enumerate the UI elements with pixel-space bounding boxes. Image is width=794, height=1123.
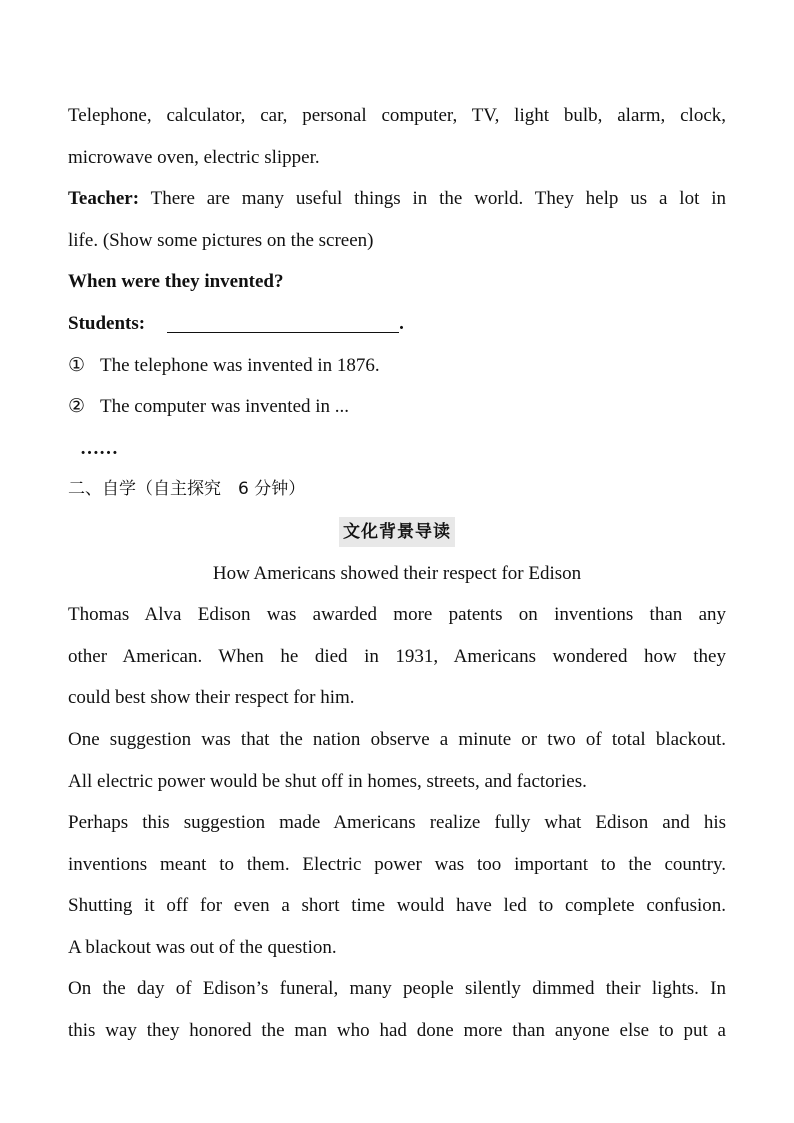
students-line — [68, 303, 726, 345]
answer-blank[interactable] — [167, 312, 399, 333]
paragraph-line: Shutting it off for even a short time would have led to complete confusion. — [68, 895, 726, 917]
answer-text-2: The computer was invented in ... — [100, 396, 350, 418]
paragraph-line: A blackout was out of the question. — [68, 936, 337, 958]
question: When were they invented? — [68, 271, 284, 293]
answer-item-1 — [68, 345, 726, 387]
answer-text-1: The telephone was invented in 1876. — [100, 354, 380, 376]
reading-heading: 文化背景导读 — [339, 517, 455, 547]
circled-number-1: ① — [68, 354, 86, 376]
paragraph-line: One suggestion was that the nation observe a minute or two of total blackout. — [68, 728, 726, 750]
paragraph-line: Thomas Alva Edison was awarded more patents on inventions than any — [68, 604, 726, 626]
paragraph-line: this way they honored the man who had done more than anyone else to put a — [68, 1020, 726, 1042]
circled-number-2: ② — [68, 396, 86, 418]
teacher-label: Teacher: — [68, 188, 140, 210]
teacher-text-1: There are many useful things in the world. They help us a lot in — [150, 188, 726, 210]
paragraph-line: other American. When he died in 1931, Americans wondered how they — [68, 645, 726, 667]
item-list-line-2: microwave oven, electric slipper. — [68, 146, 320, 168]
ellipsis: …… — [80, 437, 118, 459]
teacher-line-2: life. (Show some pictures on the screen) — [68, 229, 374, 251]
paragraph-line: On the day of Edison’s funeral, many people silently dimmed their lights. In — [68, 978, 726, 1000]
paragraph-line: All electric power would be shut off in homes, streets, and factories. — [68, 770, 587, 792]
reading-heading-row — [68, 511, 726, 553]
paragraph-line: inventions meant to them. Electric power was too important to the country. — [68, 853, 726, 875]
reading-title: How Americans showed their respect for Edison — [212, 562, 582, 584]
paragraph-line: could best show their respect for him. — [68, 687, 355, 709]
paragraph-line: Perhaps this suggestion made Americans realize fully what Edison and his — [68, 812, 726, 834]
item-list-line-1: Telephone, calculator, car, personal computer, TV, light bulb, alarm, clock, — [68, 105, 726, 126]
teacher-line-1 — [68, 178, 726, 220]
answer-item-2 — [68, 386, 726, 428]
section-heading: 二、自学（自主探究 6 分钟） — [68, 479, 306, 500]
students-label: Students: — [68, 312, 146, 334]
document-page — [68, 95, 726, 1052]
blank-period: . — [399, 312, 404, 334]
